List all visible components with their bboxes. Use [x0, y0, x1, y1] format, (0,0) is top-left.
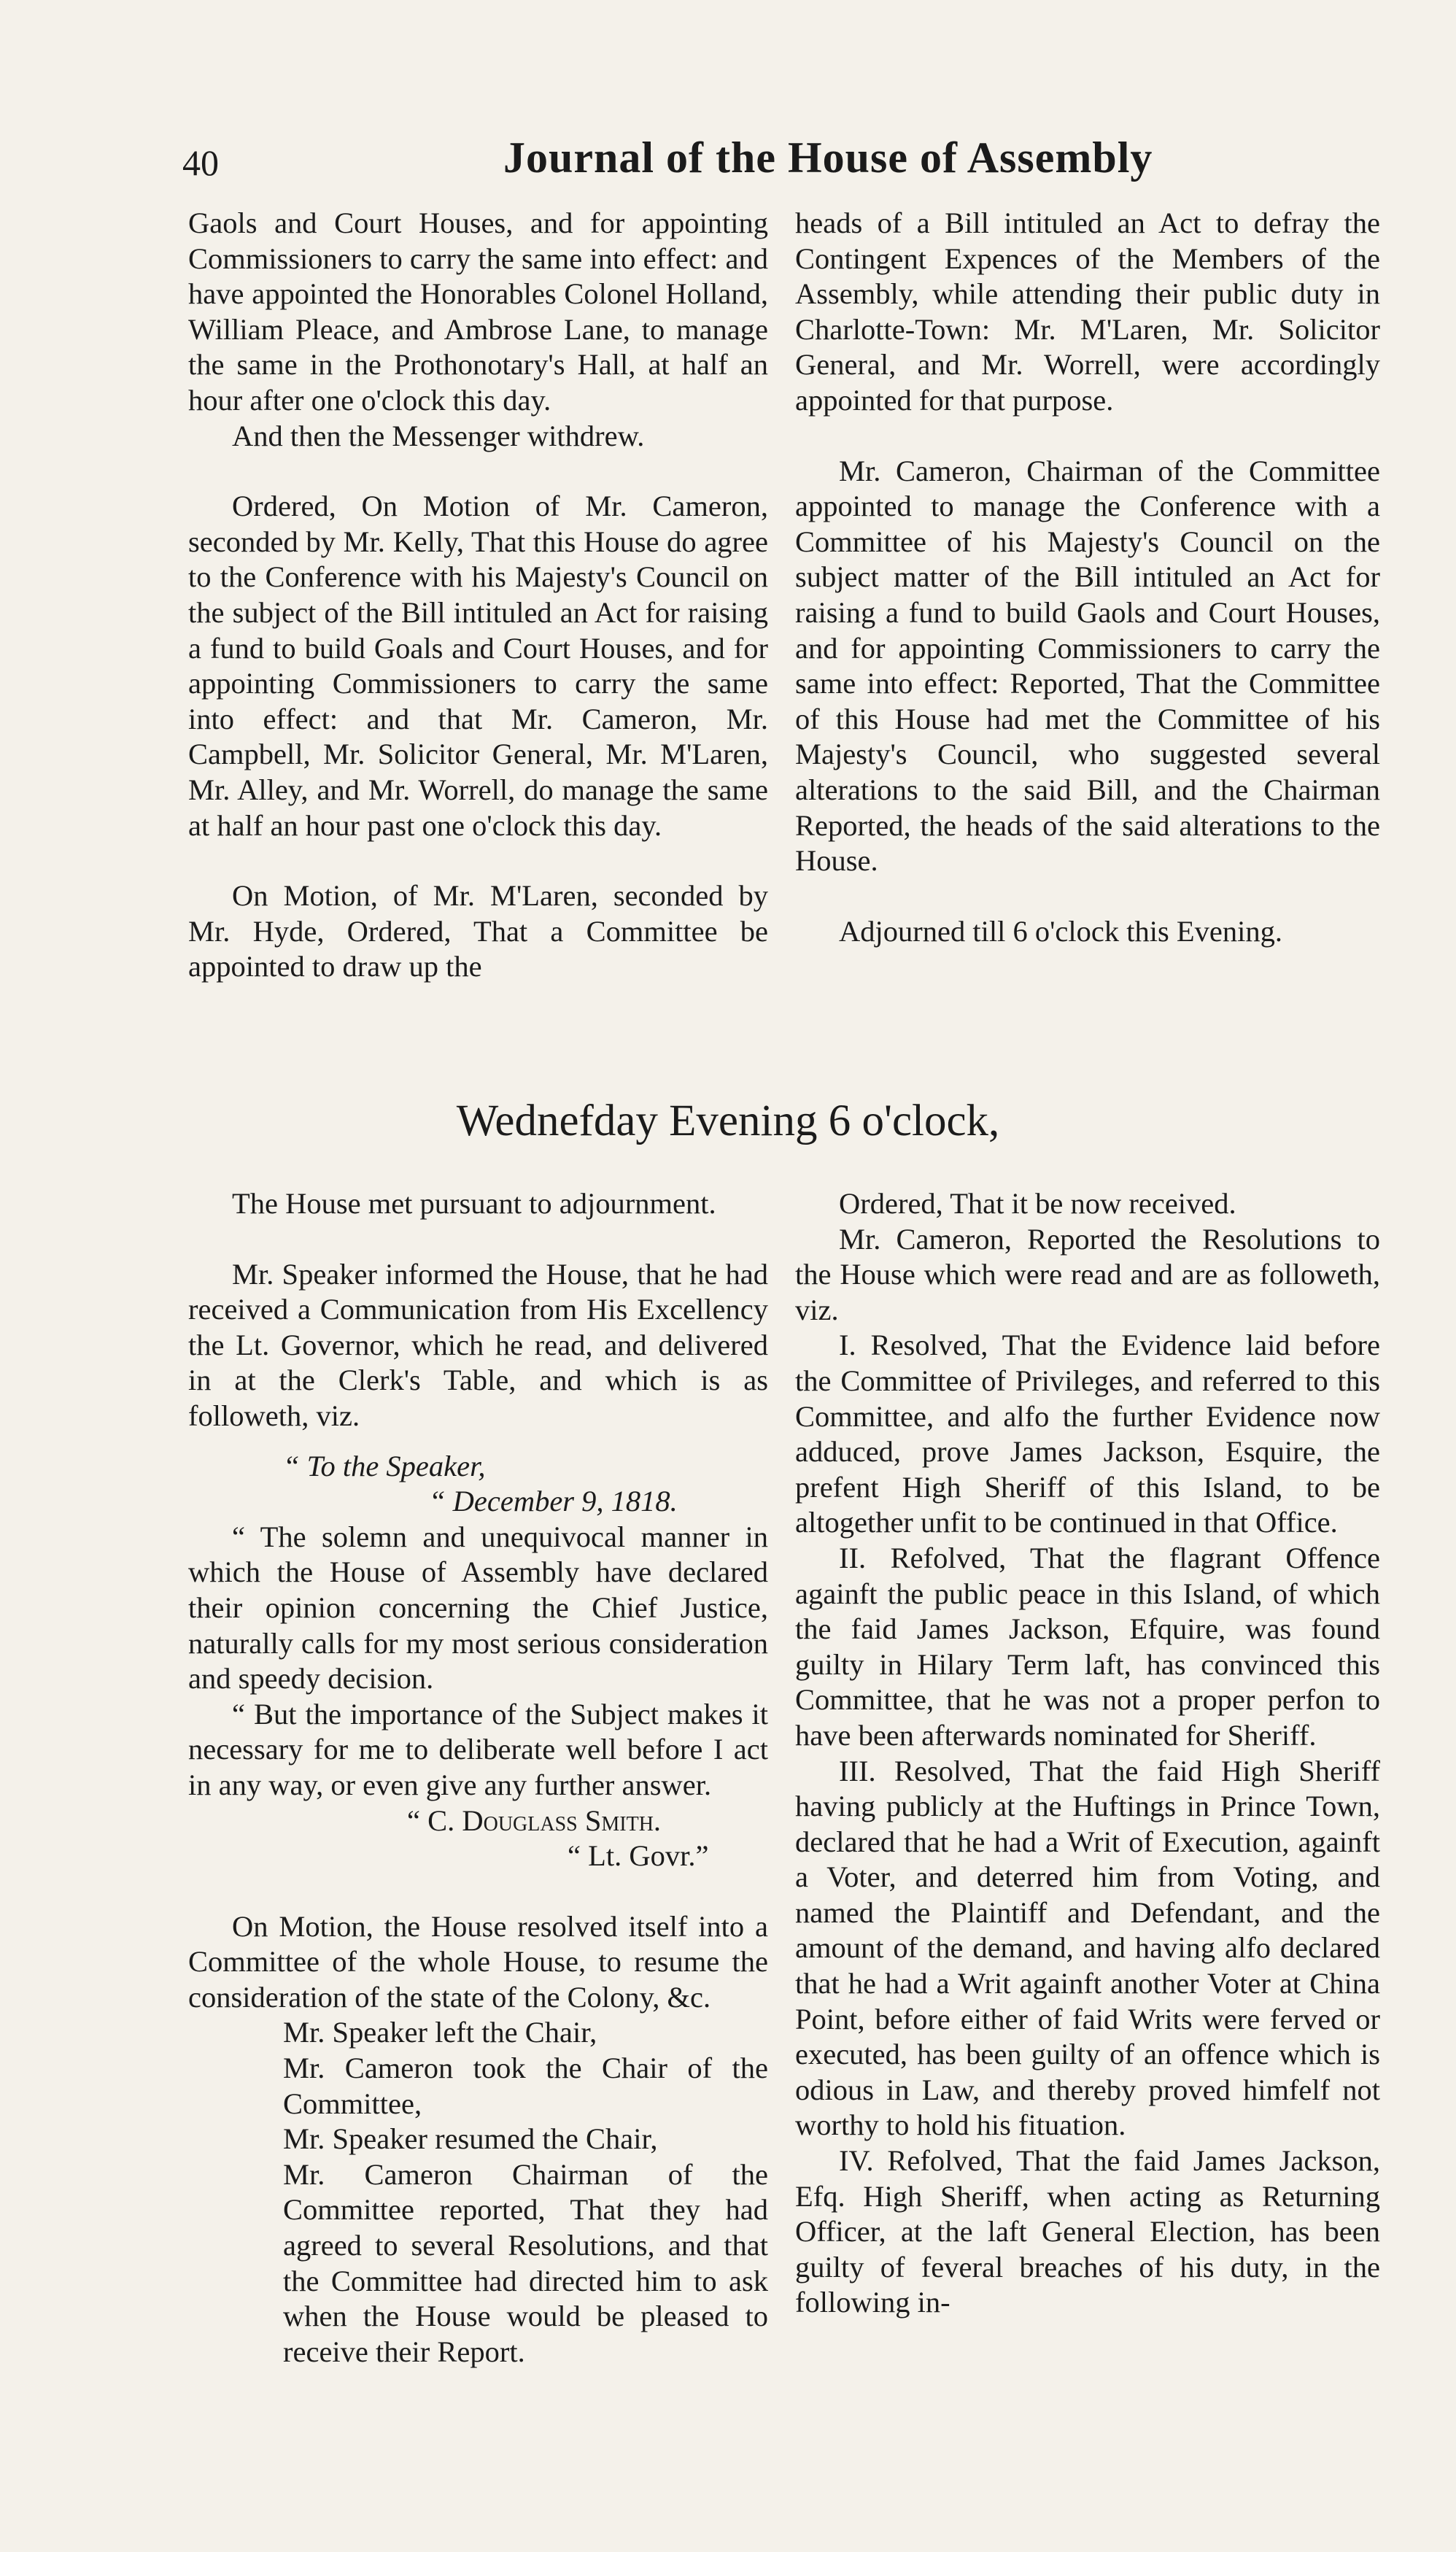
- paragraph: Ordered, On Motion of Mr. Cameron, seconded by Mr. Kelly, That this House do agree to the Conference with his Majesty's Council on the subject of the Bill intituled an Act for raising a fund to build Goals and Court Houses, and for appointing Commissioners to carry the same into effect: and that Mr. Cameron, Mr. Campbell, Mr. Solicitor General, Mr. M'Laren, Mr. Alley, and Mr. Worrell, do manage the same at half an hour past one o'clock this day.: [188, 490, 768, 842]
- paragraph: Mr. Speaker resumed the Chair,: [283, 2122, 658, 2156]
- paragraph: On Motion, of Mr. M'Laren, seconded by Mr. Hyde, Ordered, That a Committee be appointed to draw up the: [188, 879, 768, 983]
- paragraph: Mr. Cameron took the Chair of the Committee,: [283, 2052, 768, 2120]
- paragraph: Mr. Cameron, Chairman of the Committee appointed to manage the Conference with a Committee of his Majesty's Council on the subject matter of the Bill intituled an Act for raising a fund to build Gaols and Court Houses, and for appointing Commissioners to carry the same into effect: Reported, That the Committee of this House had met the Committee of his Majesty's Council, who suggested several alterations to the said Bill, and the Chairman Reported, the heads of the said alterations to the House.: [795, 454, 1380, 878]
- page-header: [182, 133, 1364, 198]
- paragraph: Mr. Cameron, Reported the Resolutions to the House which were read and are as followeth, viz.: [795, 1222, 1380, 1326]
- running-title: Journal of the House of Assembly: [503, 134, 1153, 182]
- paragraph: Mr. Speaker informed the House, that he had received a Communication from His Excellency the Lt. Governor, which he read, and delivered in at the Clerk's Table, and which is as followeth, viz.: [188, 1257, 768, 1432]
- paragraph: The House met pursuant to adjournment.: [232, 1187, 716, 1220]
- letter-signature: “ C. Douglass Smith.: [407, 1803, 662, 1837]
- resolution: I. Resolved, That the Evidence laid before the Committee of Privileges, and referred to this Committee, and alfo the further Evidence now adduced, prove James Jackson, Esquire, the prefent High Sheriff of this Island, to be altogether unfit to be continued in that Office.: [795, 1329, 1380, 1539]
- letter-salutation: “ To the Speaker,: [283, 1449, 486, 1482]
- paragraph: On Motion, the House resolved itself into a Committee of the whole House, to resume the consideration of the state of the Colony, &c.: [188, 1909, 768, 2014]
- column-top-left: [188, 206, 768, 985]
- resolution: II. Refolved, That the flagrant Offence againft the public peace in this Island, of which the faid James Jackson, Efquire, was found guilty in Hilary Term laft, has convinced this Committee, that he was not a proper perfon to have been afterwards nominated for Sheriff.: [795, 1541, 1380, 1752]
- paragraph: Gaols and Court Houses, and for appointing Commissioners to carry the same into effect: and have appointed the Honorables Colonel Holland, William Pleace, and Ambrose Lane, to manage the same in the Prothonotary's Hall, at half an hour after one o'clock this day.: [188, 206, 768, 417]
- paragraph: heads of a Bill intituled an Act to defray the Contingent Expences of the Members of the Assembly, while attending their public duty in Charlotte-Town: Mr. M'Laren, Mr. Solicitor General, and Mr. Worrell, were accordingly appointed for that purpose.: [795, 206, 1380, 417]
- paragraph: Mr. Speaker left the Chair,: [283, 2016, 597, 2049]
- paragraph: “ But the importance of the Subject makes it necessary for me to deliberate well before I act in any way, or even give any further answer.: [188, 1697, 768, 1801]
- column-bottom-right: [795, 1186, 1380, 2321]
- paragraph: Ordered, That it be now received.: [839, 1187, 1236, 1220]
- column-bottom-left: [188, 1186, 768, 2370]
- paragraph: Mr. Cameron Chairman of the Committee reported, That they had agreed to several Resolutions, and that the Committee had directed him to ask when the House would be pleased to receive their Report.: [283, 2157, 768, 2368]
- section-heading: Wednefday Evening 6 o'clock,: [456, 1097, 1000, 1145]
- resolution: III. Resolved, That the faid High Sheriff having publicly at the Huftings in Prince Town, declared that he had a Writ of Execution, againft a Voter, and deterred him from Voting, and named the Plaintiff and Defendant, and the amount of the demand, and having alfo declared that he had a Writ againft another Voter at China Point, before either of faid Writs were ferved or executed, has been guilty of an offence which is odious in Law, and thereby proved himfelf not worthy to hold his fituation.: [795, 1754, 1380, 2142]
- column-top-right: [795, 206, 1380, 949]
- page-number: 40: [182, 142, 219, 183]
- paragraph: And then the Messenger withdrew.: [232, 419, 645, 452]
- paragraph: “ The solemn and unequivocal manner in which the House of Assembly have declared their opinion concerning the Chief Justice, naturally calls for my most serious consideration and speedy decision.: [188, 1520, 768, 1695]
- resolution: IV. Refolved, That the faid James Jackson, Efq. High Sheriff, when acting as Returning Officer, at the laft General Election, has been guilty of feveral breaches of his duty, in the following in-: [795, 2144, 1380, 2319]
- letter-signature-title: “ Lt. Govr.”: [568, 1839, 709, 1873]
- paragraph: Adjourned till 6 o'clock this Evening.: [839, 914, 1282, 948]
- letter-date: “ December 9, 1818.: [429, 1485, 678, 1518]
